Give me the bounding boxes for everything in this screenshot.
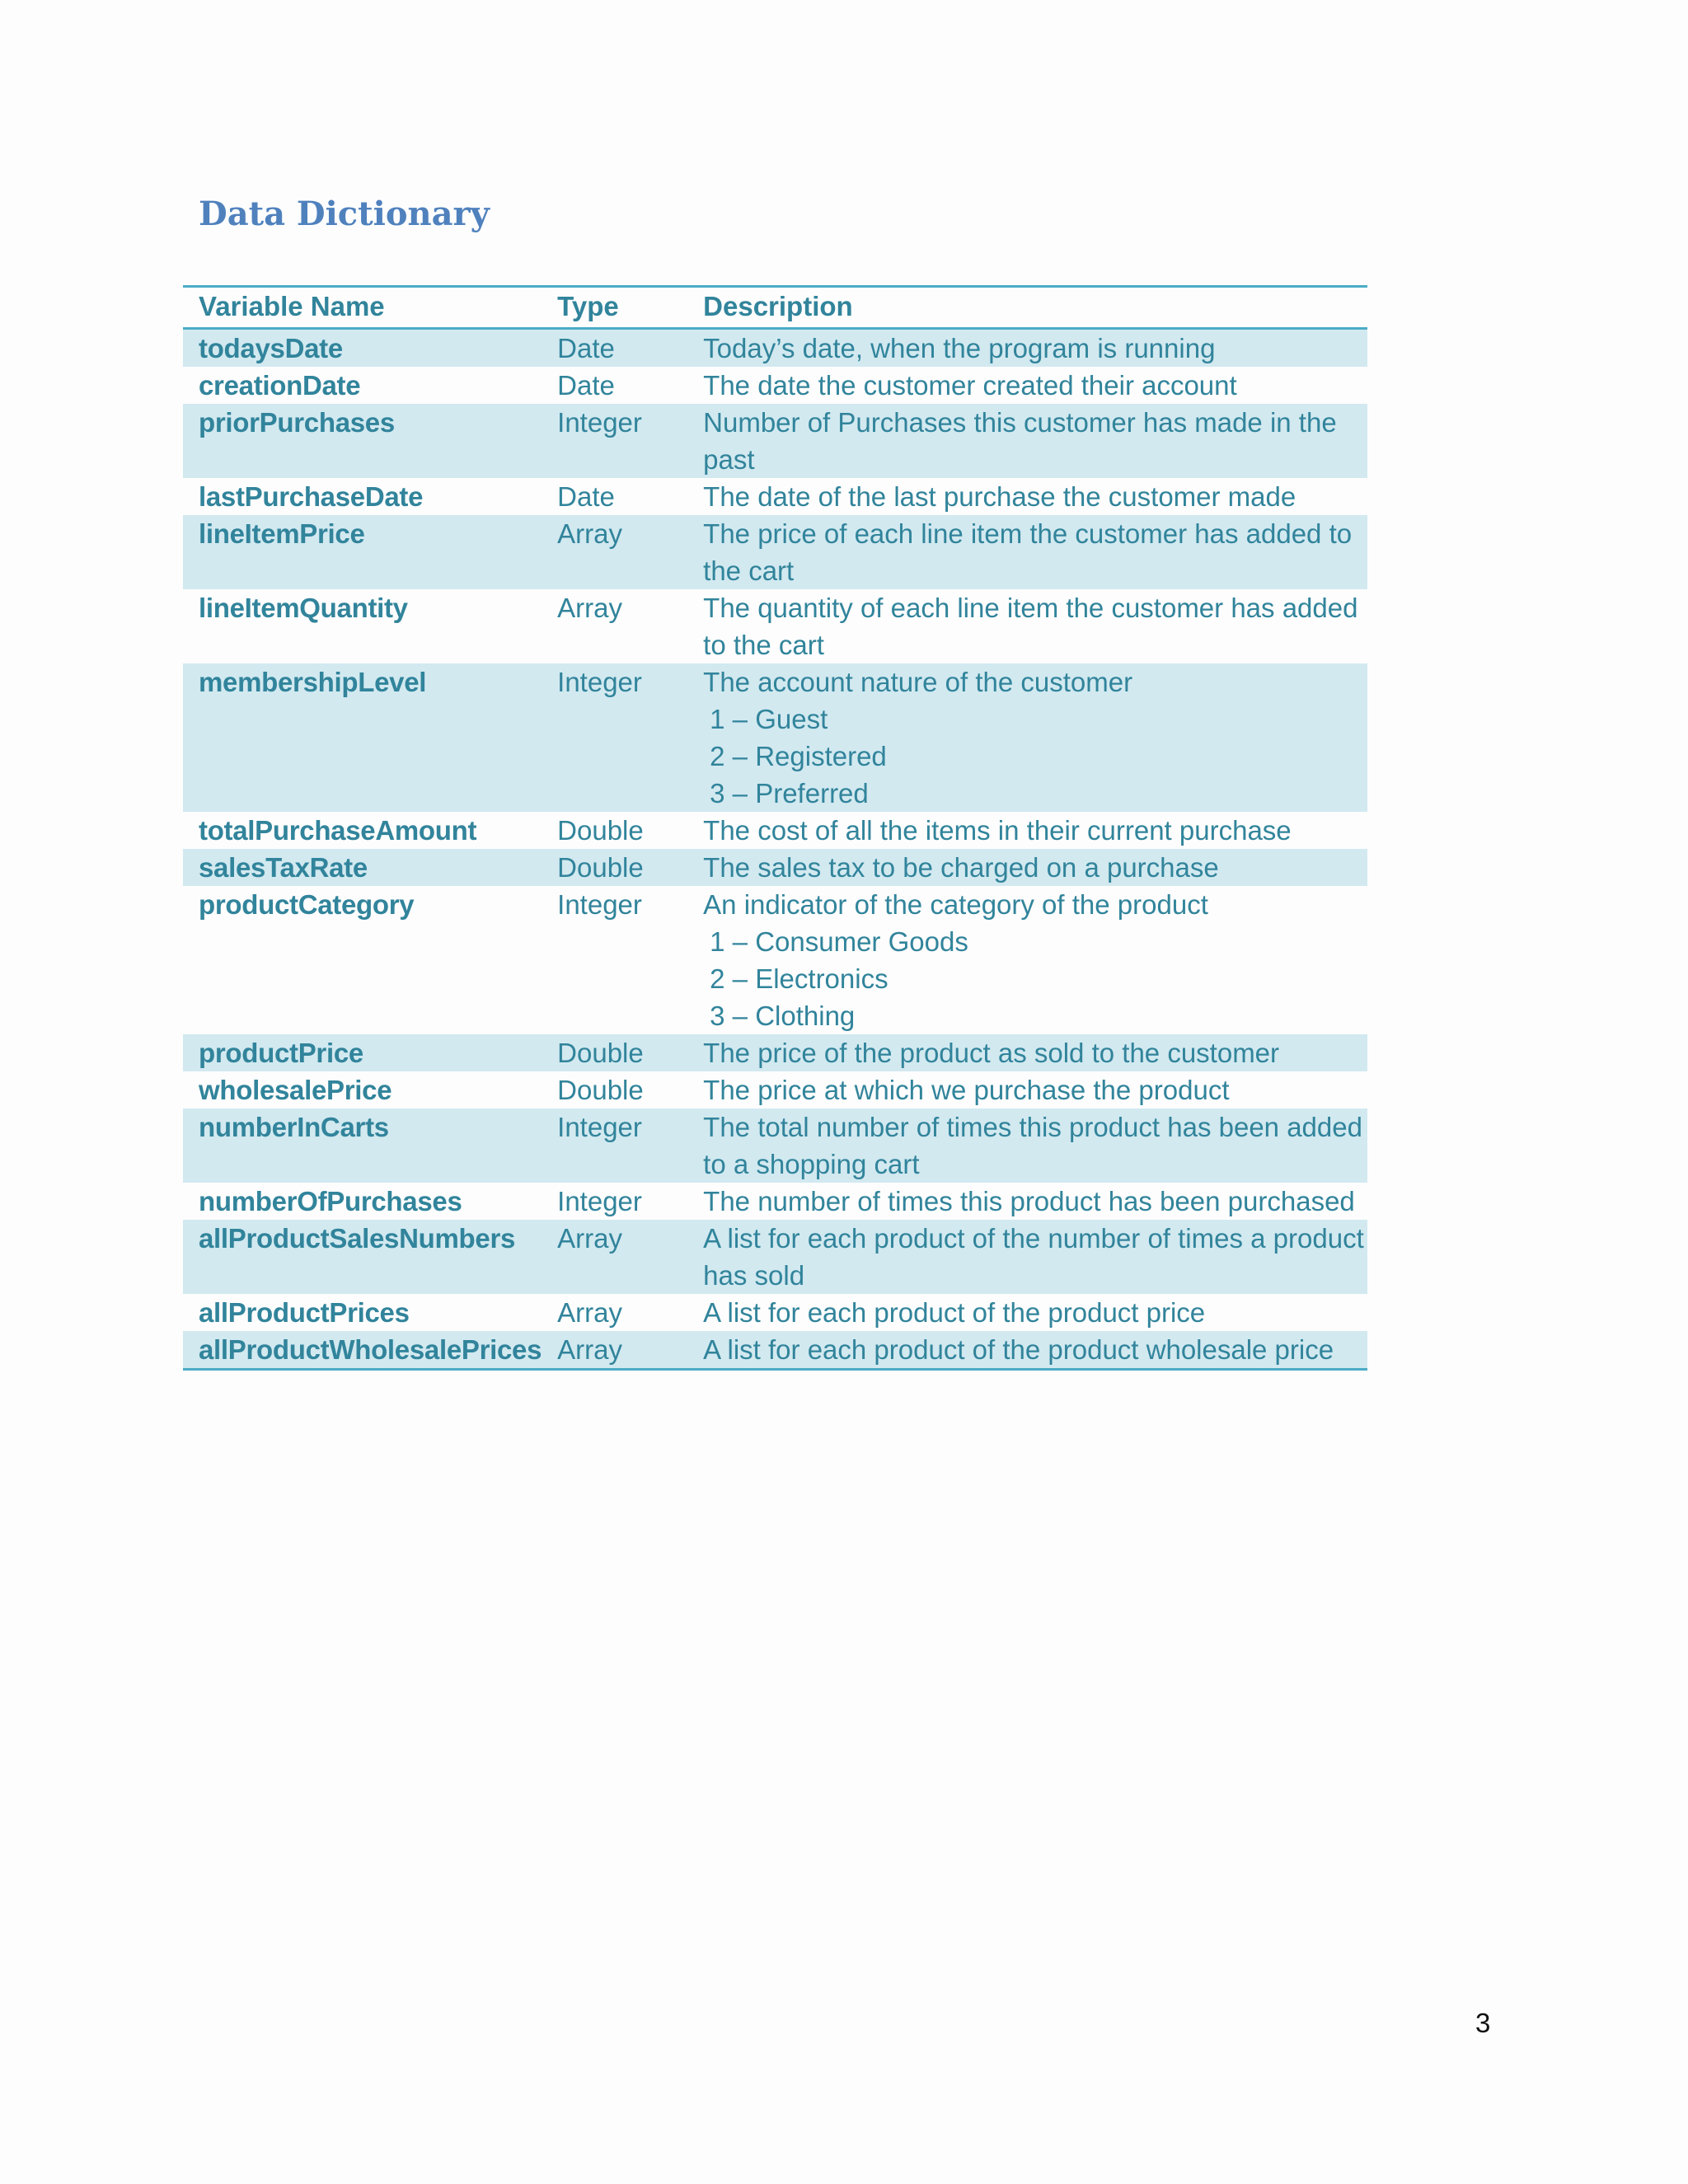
- type-cell: Date: [557, 333, 615, 363]
- description-option: 2 – Registered: [710, 741, 887, 771]
- table-row: [183, 1220, 1367, 1294]
- description-option: 3 – Clothing: [710, 1001, 856, 1031]
- type-cell: Integer: [557, 1186, 642, 1216]
- description-text: The date of the last purchase the customer made: [703, 481, 1296, 512]
- description-cell: [687, 329, 1367, 368]
- variable-name-cell: numberOfPurchases: [199, 1186, 462, 1216]
- header-type: Type: [542, 287, 687, 329]
- table-row: [183, 404, 1367, 478]
- table-row: [183, 1034, 1367, 1071]
- type-cell: Array: [557, 593, 622, 623]
- description-cell: [687, 849, 1367, 886]
- table-body: [183, 329, 1367, 1370]
- variable-name-cell: allProductWholesalePrices: [199, 1334, 542, 1365]
- description-text: The number of times this product has been purchased: [703, 1186, 1355, 1216]
- variable-name-cell: creationDate: [199, 370, 361, 401]
- page-number: 3: [1475, 2008, 1491, 2038]
- description-text: Number of Purchases this customer has made in the past: [703, 407, 1337, 475]
- description-text: A list for each product of the number of times a product has sold: [703, 1223, 1364, 1291]
- description-cell: [687, 663, 1367, 812]
- description-option: 3 – Preferred: [710, 778, 869, 808]
- description-cell: [687, 589, 1367, 663]
- description-text: The cost of all the items in their current purchase: [703, 815, 1292, 846]
- description-cell: [687, 515, 1367, 589]
- type-cell: Date: [557, 481, 615, 512]
- description-text: A list for each product of the product price: [703, 1297, 1206, 1328]
- variable-name-cell: productCategory: [199, 889, 415, 920]
- variable-name-cell: wholesalePrice: [199, 1075, 392, 1105]
- variable-name-cell: lineItemQuantity: [199, 593, 408, 623]
- description-cell: [687, 1331, 1367, 1370]
- table-row: [183, 886, 1367, 1034]
- description-cell: [687, 1220, 1367, 1294]
- table-row: [183, 329, 1367, 368]
- type-cell: Date: [557, 370, 615, 401]
- table-row: [183, 1071, 1367, 1108]
- description-text: The sales tax to be charged on a purchase: [703, 852, 1219, 883]
- table-row: [183, 589, 1367, 663]
- description-text: The quantity of each line item the customer has added to the cart: [703, 593, 1358, 660]
- description-text: The price at which we purchase the product: [703, 1075, 1230, 1105]
- variable-name-cell: allProductPrices: [199, 1297, 410, 1328]
- description-text: Today’s date, when the program is running: [703, 333, 1216, 363]
- description-cell: [687, 1071, 1367, 1108]
- type-cell: Double: [557, 852, 644, 883]
- description-text: The total number of times this product has been added to a shopping cart: [703, 1112, 1362, 1179]
- variable-name-cell: numberInCarts: [199, 1112, 389, 1142]
- type-cell: Integer: [557, 667, 642, 697]
- description-cell: [687, 1294, 1367, 1331]
- table-row: [183, 663, 1367, 812]
- type-cell: Double: [557, 815, 644, 846]
- variable-name-cell: allProductSalesNumbers: [199, 1223, 516, 1254]
- description-cell: [687, 1183, 1367, 1220]
- data-dictionary-table: [183, 285, 1367, 1371]
- description-cell: [687, 1034, 1367, 1071]
- variable-name-cell: salesTaxRate: [199, 852, 368, 883]
- type-cell: Integer: [557, 1112, 642, 1142]
- type-cell: Integer: [557, 889, 642, 920]
- header-variable-name: Variable Name: [183, 287, 542, 329]
- table-row: [183, 478, 1367, 515]
- table-row: [183, 1183, 1367, 1220]
- description-cell: [687, 367, 1367, 404]
- description-option: 1 – Guest: [710, 704, 828, 734]
- description-option: 2 – Electronics: [710, 963, 889, 994]
- type-cell: Integer: [557, 407, 642, 438]
- variable-name-cell: membershipLevel: [199, 667, 427, 697]
- type-cell: Double: [557, 1038, 644, 1068]
- description-cell: [687, 812, 1367, 849]
- table-row: [183, 1331, 1367, 1370]
- variable-name-cell: priorPurchases: [199, 407, 395, 438]
- table-row: [183, 849, 1367, 886]
- description-text: The date the customer created their account: [703, 370, 1237, 401]
- table-header: [183, 287, 1367, 329]
- type-cell: Array: [557, 1223, 622, 1254]
- table-row: [183, 515, 1367, 589]
- table-row: [183, 1294, 1367, 1331]
- description-text: The price of each line item the customer has added to the cart: [703, 518, 1353, 586]
- description-text: The price of the product as sold to the customer: [703, 1038, 1280, 1068]
- type-cell: Array: [557, 1334, 622, 1365]
- variable-name-cell: productPrice: [199, 1038, 363, 1068]
- description-text: An indicator of the category of the product: [703, 889, 1208, 920]
- variable-name-cell: lineItemPrice: [199, 518, 365, 549]
- description-cell: [687, 1108, 1367, 1183]
- type-cell: Array: [557, 1297, 622, 1328]
- description-text: The account nature of the customer: [703, 667, 1133, 697]
- description-cell: [687, 886, 1367, 1034]
- page-title: Data Dictionary: [199, 194, 490, 233]
- table-row: [183, 1108, 1367, 1183]
- table-row: [183, 367, 1367, 404]
- header-description: Description: [687, 287, 1367, 329]
- description-text: A list for each product of the product wholesale price: [703, 1334, 1334, 1365]
- type-cell: Double: [557, 1075, 644, 1105]
- type-cell: Array: [557, 518, 622, 549]
- table-row: [183, 812, 1367, 849]
- description-option: 1 – Consumer Goods: [710, 926, 968, 957]
- description-cell: [687, 478, 1367, 515]
- variable-name-cell: lastPurchaseDate: [199, 481, 424, 512]
- variable-name-cell: totalPurchaseAmount: [199, 815, 477, 846]
- variable-name-cell: todaysDate: [199, 333, 343, 363]
- description-cell: [687, 404, 1367, 478]
- header-row: [183, 287, 1367, 329]
